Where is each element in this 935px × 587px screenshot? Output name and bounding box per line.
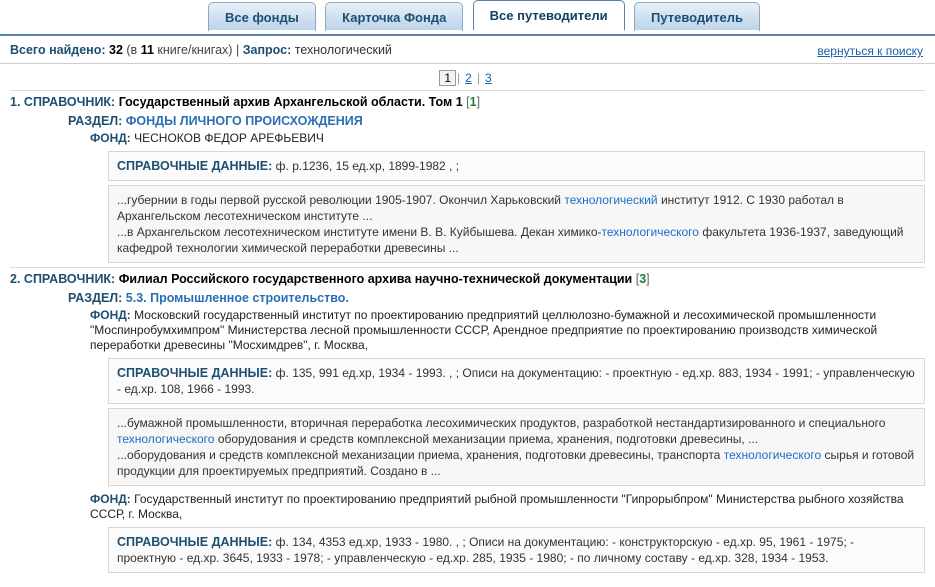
snippet-text: ...бумажной промышленности, вторичная переработка лесохимических продуктов, разработкой нестандартизированного и специального bbox=[117, 416, 886, 430]
pagination: 1 | 2 | 3 bbox=[0, 64, 935, 90]
snippet-highlight: технологического bbox=[601, 225, 699, 239]
books-word: книге/книгах) bbox=[157, 43, 233, 57]
fond-value: ЧЕСНОКОВ ФЕДОР АРЕФЬЕВИЧ bbox=[134, 131, 324, 145]
query-value: технологический bbox=[294, 43, 392, 57]
result-count: 1 bbox=[469, 95, 477, 109]
result-kw: СПРАВОЧНИК: bbox=[23, 95, 116, 109]
tab-guide[interactable]: Путеводитель bbox=[634, 2, 760, 31]
snippet-box bbox=[108, 185, 925, 263]
result-title[interactable]: Филиал Российского государственного архива научно-технической документации bbox=[118, 272, 633, 286]
snippet-text: ...в Архангельском лесотехническом институте имени В. В. Куйбышева. Декан химико- bbox=[117, 225, 602, 239]
fond-label: ФОНД: bbox=[90, 492, 131, 506]
tab-bar bbox=[0, 0, 935, 36]
result-header bbox=[10, 267, 925, 288]
results-list bbox=[0, 90, 935, 587]
razdel-value[interactable]: ФОНДЫ ЛИЧНОГО ПРОИСХОЖДЕНИЯ bbox=[125, 114, 363, 128]
tab-all-funds[interactable]: Все фонды bbox=[208, 2, 316, 31]
snippet-text: институт 1912. С 1930 работал в Архангельском лесотехническом институте ... bbox=[117, 193, 844, 223]
bracket-close: ] bbox=[476, 95, 481, 109]
snippet-text: ...губернии в годы первой русской революции 1905-1907. Окончил Харьковский bbox=[117, 193, 565, 207]
result-kw: СПРАВОЧНИК: bbox=[23, 272, 116, 286]
fond-value: Государственный институт по проектированию предприятий рыбной промышленности "Гипрорыбпром" Министерства рыбного хозяйства СССР, г. Москва, bbox=[90, 492, 904, 521]
found-count: 32 bbox=[109, 43, 123, 57]
reference-data-value: ф. 134, 4353 ед.хр, 1933 - 1980. , ; Описи на документацию: - конструкторскую - ед.хр. 95, 1961 - 1975; - проектную - ед.хр. 3645, 1933 - 1978; - управленческую - ед.хр. 285, 1935 - 1980; - по личному составу - ед.хр. 328, 1934 - 1953. bbox=[117, 535, 855, 565]
result-count: 3 bbox=[639, 272, 647, 286]
tab-all-guides[interactable]: Все путеводители bbox=[473, 0, 625, 31]
bracket-open: [ bbox=[466, 95, 470, 109]
snippet-line bbox=[117, 415, 916, 447]
snippet-box bbox=[108, 408, 925, 486]
snippet-highlight: технологический bbox=[564, 193, 658, 207]
reference-data-value: ф. 135, 991 ед.хр, 1934 - 1993. , ; Описи на документацию: - проектную - ед.хр. 883, 1934 - 1991; - управленческую - ед.хр. 108, 1966 - 1993. bbox=[117, 366, 915, 396]
reference-data-label: СПРАВОЧНЫЕ ДАННЫЕ: bbox=[117, 366, 273, 380]
result-body bbox=[68, 111, 925, 263]
query-label: Запрос: bbox=[242, 43, 292, 57]
found-label: Всего найдено: bbox=[10, 43, 106, 57]
page-3[interactable]: 3 bbox=[484, 71, 492, 85]
reference-data-box bbox=[108, 358, 925, 404]
tab-fund-card[interactable]: Карточка Фонда bbox=[325, 2, 463, 31]
snippet-line bbox=[117, 192, 916, 224]
books-open-paren: (в bbox=[126, 43, 138, 57]
snippet-line bbox=[117, 224, 916, 256]
reference-data-label: СПРАВОЧНЫЕ ДАННЫЕ: bbox=[117, 535, 273, 549]
fond-label: ФОНД: bbox=[90, 308, 131, 322]
snippet-text: сырья и готовой продукции для проектируемых предприятий. Создано в ... bbox=[117, 448, 915, 478]
snippet-text: оборудования и средств комплексной механизации приема, хранения, подготовки древесины, ... bbox=[214, 432, 759, 446]
reference-data-value: ф. р.1236, 15 ед.хр, 1899-1982 , ; bbox=[275, 159, 460, 173]
reference-data-box bbox=[108, 527, 925, 573]
page-1[interactable]: 1 bbox=[439, 70, 456, 86]
fond-line bbox=[90, 490, 925, 523]
fond-label: ФОНД: bbox=[90, 131, 131, 145]
summary-bar bbox=[0, 36, 935, 61]
snippet-text: факультета 1936-1937, заведующий кафедрой технологии химической переработки древесины ... bbox=[117, 225, 904, 255]
razdel-line bbox=[68, 288, 925, 306]
razdel-label: РАЗДЕЛ: bbox=[68, 291, 123, 305]
result-index: 2. bbox=[10, 272, 21, 286]
bracket-close: ] bbox=[646, 272, 650, 286]
snippet-text: ...оборудования и средств комплексной механизации приема, хранения, подготовки древесины, транспорта bbox=[117, 448, 724, 462]
back-to-search-link[interactable]: вернуться к поиску bbox=[817, 44, 923, 58]
result-index: 1. bbox=[10, 95, 21, 109]
fond-value: Московский государственный институт по проектированию предприятий целлюлозно-бумажной и лесохимической промышленности "Моспинробумхимпром" Министерства лесной промышленности СССР, Арендное предприятие по проектированию производств химической переработки древесины "Мосхимдрев", г. Москва, bbox=[90, 308, 878, 352]
snippet-line bbox=[117, 447, 916, 479]
razdel-value[interactable]: 5.3. Промышленное строительство. bbox=[125, 291, 349, 305]
result-title[interactable]: Государственный архив Архангельской области. Том 1 bbox=[118, 95, 463, 109]
snippet-highlight: технологического bbox=[117, 432, 215, 446]
reference-data-box bbox=[108, 151, 925, 181]
fond-line bbox=[90, 129, 925, 147]
summary-divider: | bbox=[235, 43, 240, 57]
bracket-open: [ bbox=[635, 272, 640, 286]
razdel-line bbox=[68, 111, 925, 129]
fond-line bbox=[90, 306, 925, 354]
razdel-label: РАЗДЕЛ: bbox=[68, 114, 123, 128]
result-body bbox=[68, 288, 925, 573]
books-count: 11 bbox=[140, 43, 154, 57]
reference-data-label: СПРАВОЧНЫЕ ДАННЫЕ: bbox=[117, 159, 273, 173]
snippet-highlight: технологического bbox=[723, 448, 822, 462]
result-header bbox=[10, 90, 925, 111]
page-2[interactable]: 2 bbox=[465, 71, 472, 85]
